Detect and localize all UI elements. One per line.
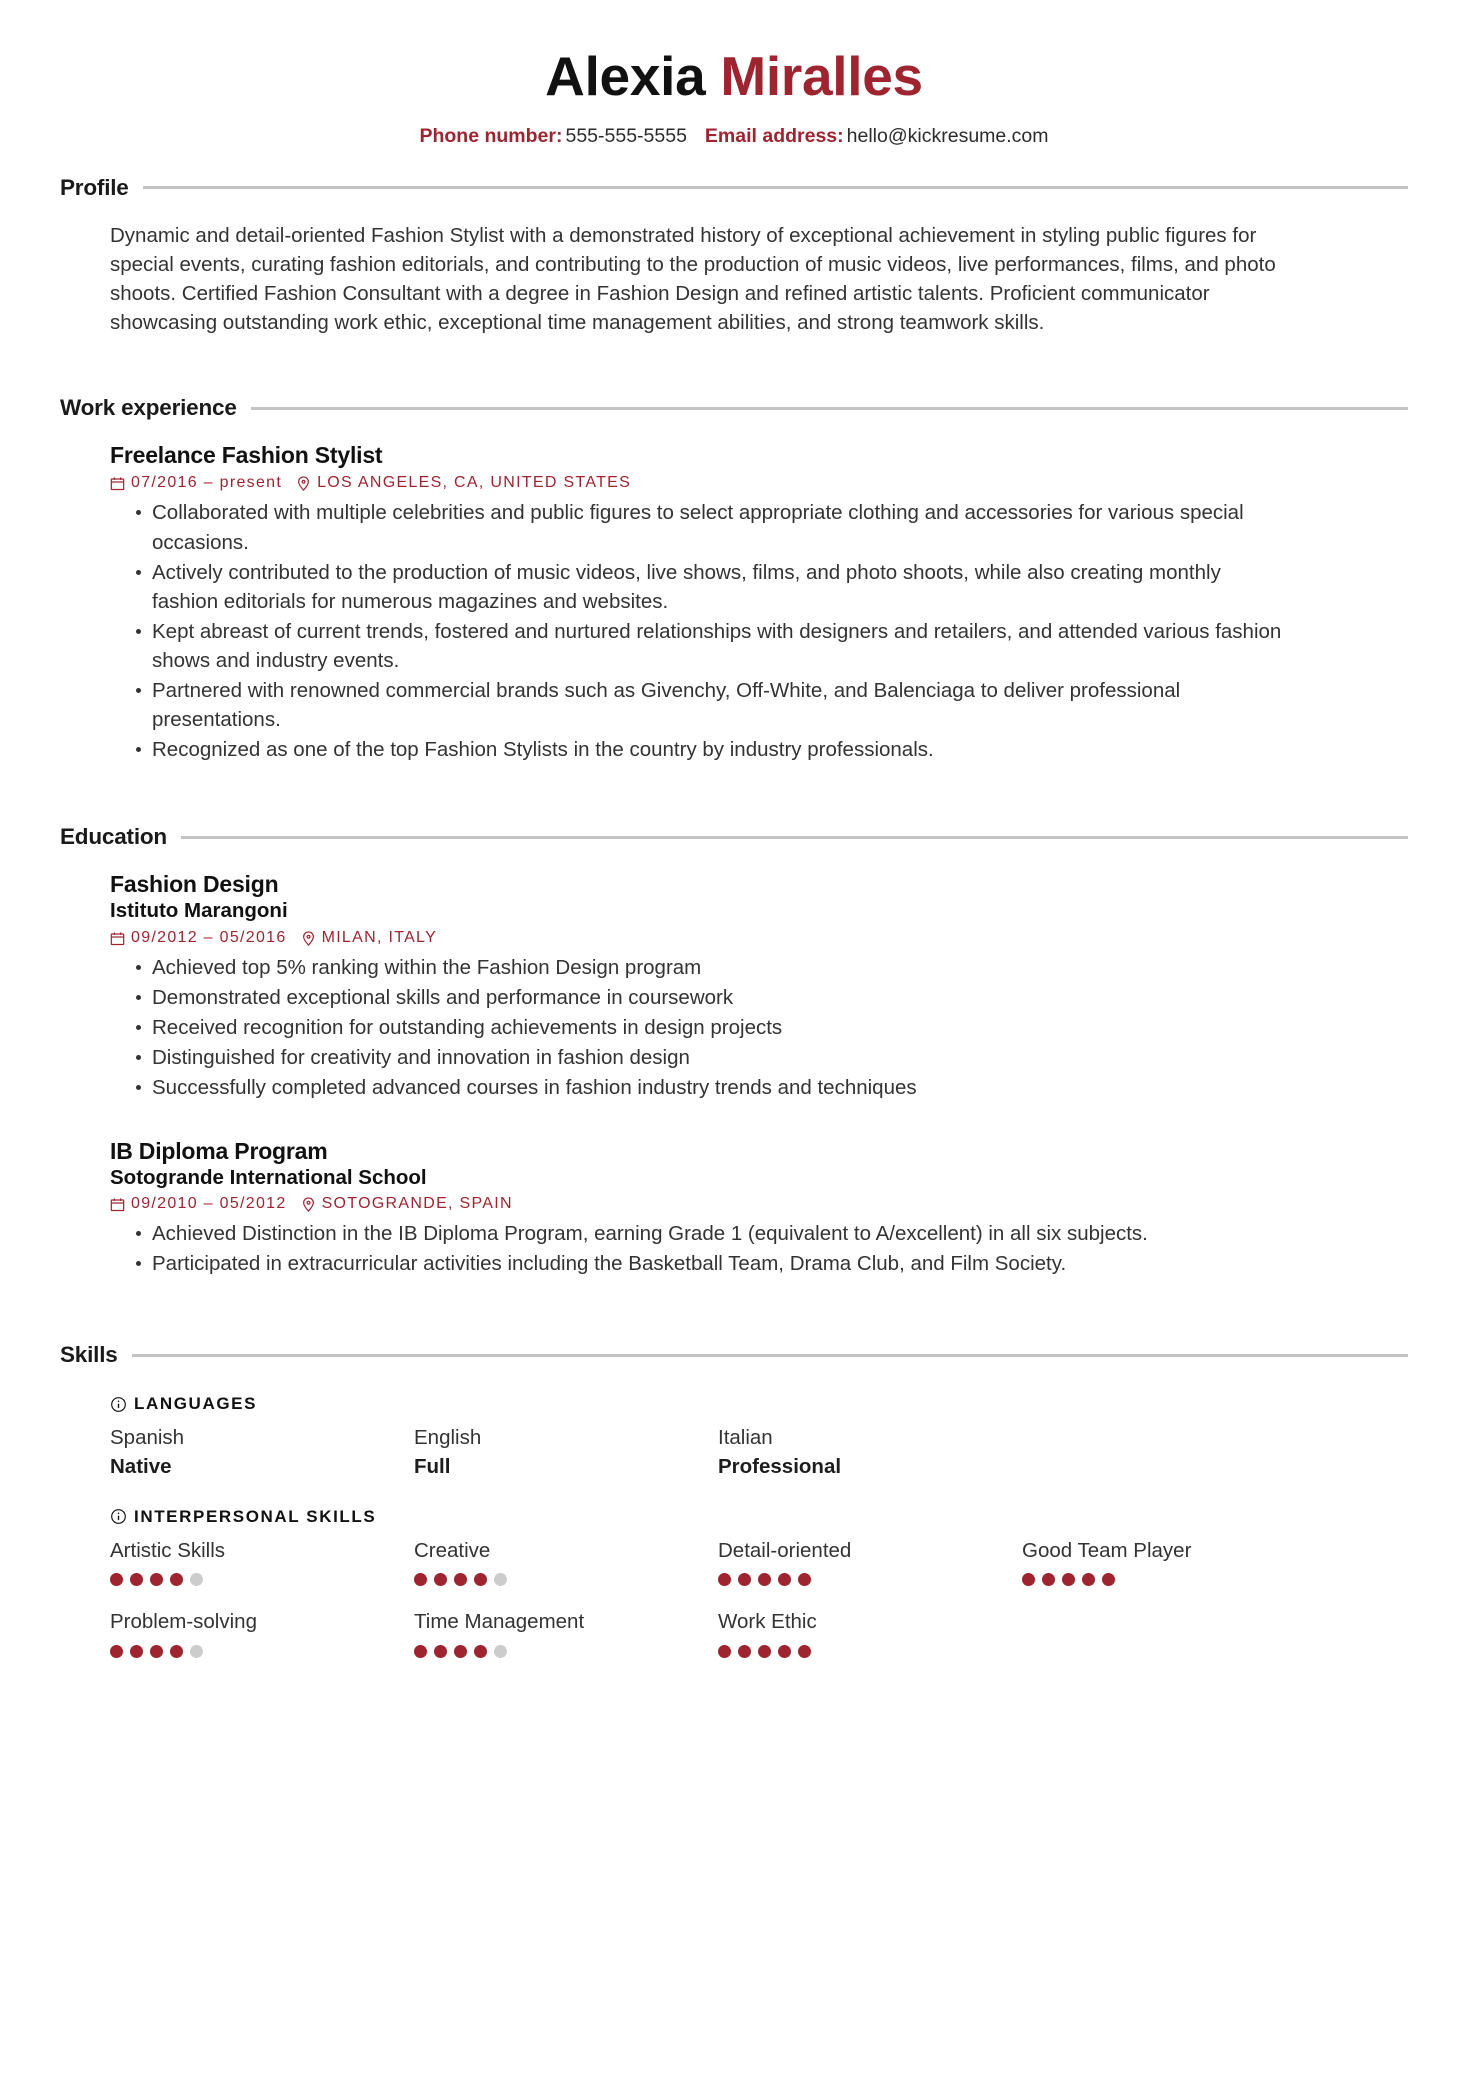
entry-bullet-list: [110, 953, 1290, 1103]
rating-dot: [190, 1645, 203, 1658]
language-level: Professional: [718, 1455, 842, 1479]
skill-name: Good Team Player: [1022, 1538, 1192, 1562]
skill-group: [110, 1507, 1408, 1658]
rating-dots: [1022, 1573, 1326, 1586]
language-item: [110, 1424, 414, 1480]
rating-dot: [454, 1645, 467, 1658]
calendar-icon: [110, 476, 125, 491]
language-level: Full: [414, 1455, 451, 1479]
skill-item: [718, 1608, 1022, 1658]
rating-dot: [718, 1573, 731, 1586]
section-rule: [132, 1354, 1408, 1357]
entry-meta: [110, 473, 1408, 493]
rating-dot: [130, 1645, 143, 1658]
entry-date: [110, 1194, 287, 1214]
phone-label: Phone number:: [419, 124, 563, 147]
section-header-skills: [60, 1342, 1408, 1368]
info-icon: [110, 1508, 127, 1525]
rating-dots: [110, 1573, 414, 1586]
rating-dot: [150, 1573, 163, 1586]
skill-item: [110, 1537, 414, 1587]
entry-location: [296, 473, 631, 493]
entry-location: [301, 928, 437, 948]
entry-location-text: LOS ANGELES, CA, UNITED STATES: [317, 474, 632, 492]
resume-header: [60, 46, 1408, 149]
rating-dot: [778, 1645, 791, 1658]
skill-item: [110, 1608, 414, 1658]
last-name: Miralles: [720, 45, 923, 107]
section-skills: [60, 1342, 1408, 1658]
work-entry-title: Freelance Fashion Stylist: [110, 442, 383, 469]
rating-dot: [434, 1573, 447, 1586]
education-entry-school: Sotogrande International School: [110, 1165, 427, 1189]
rating-dot: [1042, 1573, 1055, 1586]
skill-group-title: LANGUAGES: [134, 1394, 258, 1414]
rating-dot: [1062, 1573, 1075, 1586]
skill-group-title: INTERPERSONAL SKILLS: [134, 1506, 377, 1526]
rating-dot: [454, 1573, 467, 1586]
bullet-item: Actively contributed to the production of music videos, live shows, films, and photo shoots, while also creating monthly fashion editorials for numerous magazines and websites.: [136, 558, 1290, 616]
section-header-work-experience: [60, 395, 1408, 421]
entry-location: [301, 1194, 513, 1214]
rating-dot: [414, 1645, 427, 1658]
skill-item: [1022, 1537, 1326, 1587]
entry-date: [110, 473, 282, 493]
bullet-item: Participated in extracurricular activities including the Basketball Team, Drama Club, and Film Society.: [136, 1249, 1290, 1278]
map-pin-icon: [296, 476, 311, 491]
section-body-profile: [60, 205, 1408, 337]
rating-dot: [170, 1645, 183, 1658]
language-name: English: [414, 1426, 482, 1450]
rating-dot: [758, 1573, 771, 1586]
section-body-work-experience: [60, 425, 1408, 764]
section-rule: [251, 407, 1408, 410]
rating-dot: [434, 1645, 447, 1658]
email-value: hello@kickresume.com: [846, 124, 1049, 147]
section-rule: [181, 836, 1408, 839]
language-item: [718, 1424, 1022, 1480]
entry-date-text: 07/2016 – present: [131, 474, 283, 492]
language-level: Native: [110, 1455, 172, 1479]
first-name: Alexia: [545, 45, 706, 107]
rating-dot: [110, 1573, 123, 1586]
info-icon: [110, 1396, 127, 1413]
entry-meta: [110, 1194, 1408, 1214]
section-title-profile: Profile: [60, 174, 129, 200]
rating-dots: [718, 1573, 1022, 1586]
education-entry-title: Fashion Design: [110, 871, 279, 898]
section-body-education: [60, 854, 1408, 1278]
skill-name: Problem-solving: [110, 1610, 257, 1634]
skill-group-header: [110, 1507, 1408, 1527]
entry-bullet-list: [110, 1219, 1290, 1278]
entry-date: [110, 928, 287, 948]
rating-dots: [414, 1645, 718, 1658]
skill-name: Creative: [414, 1538, 491, 1562]
map-pin-icon: [301, 931, 316, 946]
rating-dot: [1022, 1573, 1035, 1586]
bullet-item: Collaborated with multiple celebrities and public figures to select appropriate clothing and accessories for various special occasions.: [136, 498, 1290, 556]
skill-grid: [110, 1537, 1408, 1658]
map-pin-icon: [301, 1197, 316, 1212]
skill-name: Time Management: [414, 1610, 585, 1634]
rating-dot: [1082, 1573, 1095, 1586]
skill-group: [110, 1394, 1408, 1480]
rating-dots: [718, 1645, 1022, 1658]
entry-date-text: 09/2012 – 05/2016: [131, 929, 287, 947]
skill-group-header: [110, 1394, 1408, 1414]
education-entry-school: Istituto Marangoni: [110, 899, 288, 923]
section-education: [60, 824, 1408, 1278]
phone-value: 555-555-5555: [565, 124, 687, 147]
bullet-item: Received recognition for outstanding achievements in design projects: [136, 1013, 1290, 1042]
bullet-item: Recognized as one of the top Fashion Stylists in the country by industry professionals.: [136, 735, 1290, 764]
candidate-name: [60, 46, 1408, 108]
education-entry: [110, 1137, 1408, 1279]
section-body-skills: [60, 1372, 1408, 1658]
rating-dot: [738, 1645, 751, 1658]
rating-dot: [130, 1573, 143, 1586]
skill-item: [414, 1608, 718, 1658]
rating-dot: [494, 1573, 507, 1586]
skill-name: Detail-oriented: [718, 1538, 852, 1562]
rating-dot: [474, 1645, 487, 1658]
rating-dots: [414, 1573, 718, 1586]
bullet-item: Demonstrated exceptional skills and performance in coursework: [136, 983, 1290, 1012]
language-item: [414, 1424, 718, 1480]
section-rule: [143, 186, 1408, 189]
entry-date-text: 09/2010 – 05/2012: [131, 1195, 287, 1213]
section-header-profile: [60, 175, 1408, 201]
rating-dot: [778, 1573, 791, 1586]
language-name: Spanish: [110, 1426, 185, 1450]
skill-item: [718, 1537, 1022, 1587]
rating-dot: [798, 1645, 811, 1658]
bullet-item: Kept abreast of current trends, fostered and nurtured relationships with designers and retailers, and attended various fashion shows and industry events.: [136, 617, 1290, 675]
calendar-icon: [110, 931, 125, 946]
rating-dot: [110, 1645, 123, 1658]
language-name: Italian: [718, 1426, 773, 1450]
section-header-education: [60, 824, 1408, 850]
rating-dot: [150, 1645, 163, 1658]
rating-dot: [718, 1645, 731, 1658]
email-label: Email address:: [704, 124, 844, 147]
rating-dot: [414, 1573, 427, 1586]
skill-item: [414, 1537, 718, 1587]
bullet-item: Distinguished for creativity and innovation in fashion design: [136, 1043, 1290, 1072]
skill-grid: [110, 1424, 1408, 1480]
calendar-icon: [110, 1197, 125, 1212]
skill-name: Work Ethic: [718, 1610, 817, 1634]
contact-line: [60, 124, 1408, 149]
bullet-item: Partnered with renowned commercial brands such as Givenchy, Off-White, and Balenciaga to deliver professional presentations.: [136, 676, 1290, 734]
bullet-item: Achieved top 5% ranking within the Fashion Design program: [136, 953, 1290, 982]
rating-dots: [110, 1645, 414, 1658]
section-title-skills: Skills: [60, 1342, 118, 1368]
work-entry: [110, 441, 1408, 764]
profile-summary-text: Dynamic and detail-oriented Fashion Stylist with a demonstrated history of exceptional achievement in styling public figures for special events, curating fashion editorials, and contributing to the production of music videos, live performances, films, and photo shoots. Certified Fashion Consultant with a degree in Fashion Design and refined artistic talents. Proficient communicator showcasing outstanding work ethic, exceptional time management abilities, and strong teamwork skills.: [110, 223, 1276, 335]
rating-dot: [1102, 1573, 1115, 1586]
section-work-experience: [60, 395, 1408, 764]
education-entry-title: IB Diploma Program: [110, 1137, 328, 1164]
entry-meta: [110, 928, 1408, 948]
bullet-item: Successfully completed advanced courses in fashion industry trends and techniques: [136, 1073, 1290, 1102]
skill-name: Artistic Skills: [110, 1538, 226, 1562]
entry-location-text: MILAN, ITALY: [321, 929, 438, 947]
entry-bullet-list: [110, 498, 1290, 764]
bullet-item: Achieved Distinction in the IB Diploma Program, earning Grade 1 (equivalent to A/excellent) in all six subjects.: [136, 1219, 1290, 1248]
rating-dot: [494, 1645, 507, 1658]
entry-location-text: SOTOGRANDE, SPAIN: [321, 1195, 513, 1213]
section-title-education: Education: [60, 824, 167, 850]
rating-dot: [758, 1645, 771, 1658]
rating-dot: [474, 1573, 487, 1586]
education-entry: [110, 870, 1408, 1102]
rating-dot: [170, 1573, 183, 1586]
section-profile: [60, 175, 1408, 337]
section-title-work-experience: Work experience: [60, 395, 237, 421]
rating-dot: [738, 1573, 751, 1586]
rating-dot: [798, 1573, 811, 1586]
rating-dot: [190, 1573, 203, 1586]
